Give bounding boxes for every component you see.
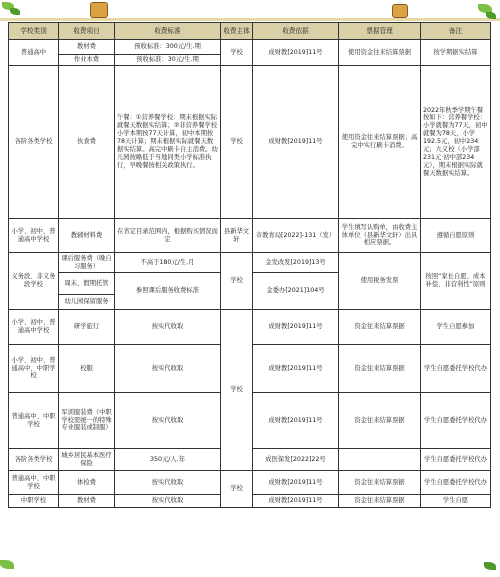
- header-cell: 收费依据: [253, 23, 339, 40]
- cell-standard: 不高于180元/生.月: [115, 253, 221, 273]
- cell-item: 周末、假期托管: [59, 273, 115, 295]
- cell-item: 教辅材料费: [59, 219, 115, 253]
- fee-table: [8, 22, 491, 508]
- cell-item: 教材费: [59, 495, 115, 508]
- cell-category: 中职学校: [9, 495, 59, 508]
- cell-category: 义务段、非义务段学校: [9, 253, 59, 310]
- cell-note: 按照“家长自愿、成本补偿、非营利性”原则: [421, 253, 491, 310]
- cell-body: 学校: [221, 471, 253, 508]
- cell-item: 教材费: [59, 40, 115, 55]
- header-cell: 收费项目: [59, 23, 115, 40]
- cell-body: 县新华文轩: [221, 219, 253, 253]
- cell-note: 遵循自愿原则: [421, 219, 491, 253]
- top-decor-bar: [0, 18, 500, 21]
- cell-ticket: 资金往来结算票据: [339, 345, 421, 393]
- cell-category: 各阶各类学校: [9, 66, 59, 219]
- cell-ticket: 学生填写认购单，由收费主体单位（县新华文轩）出具相应票据。: [339, 219, 421, 253]
- table-row: [9, 253, 491, 273]
- cell-basis: 金发改发[2019]13号: [253, 253, 339, 273]
- cell-item: 体检费: [59, 471, 115, 495]
- cell-item: 研学旅行: [59, 310, 115, 345]
- cell-category: 小学、初中、普通高中学校: [9, 219, 59, 253]
- cell-item: 作业本费: [59, 55, 115, 66]
- header-cell: 备注: [421, 23, 491, 40]
- leaf-icon: [486, 12, 496, 19]
- cell-note: 2022年秋季学期午餐按如下：营养餐学校：小学就餐为77天，初中就餐为78天，小学192.5元，初中234元；九义校（小学部231元·初中部234元），期末根据实际就餐天数据实结算。: [421, 66, 491, 219]
- cell-basis: 成财教[2019]11号: [253, 40, 339, 66]
- cell-note: 按学期据实结算: [421, 40, 491, 66]
- table-row: [9, 66, 491, 219]
- cell-standard: 按实代收取: [115, 345, 221, 393]
- cell-standard: 按实代收取: [115, 471, 221, 495]
- cell-ticket: 资金往来结算票据: [339, 471, 421, 495]
- cell-standard: 在省定目录范围内，根据购买情况而定: [115, 219, 221, 253]
- table-row: [9, 471, 491, 495]
- cell-note: 学生自愿委托学校代办: [421, 471, 491, 495]
- cell-note: 学生自愿委托学校代办: [421, 449, 491, 471]
- cell-category: 小学、初中、普通高中、中职学校: [9, 345, 59, 393]
- cell-category: 普通高中、中职学校: [9, 471, 59, 495]
- cell-basis: 成财教[2019]11号: [253, 66, 339, 219]
- cell-basis: 市教育局[2022]-131（发）: [253, 219, 339, 253]
- cell-note: 学生自愿委托学校代办: [421, 345, 491, 393]
- cell-note: 学生自愿: [421, 495, 491, 508]
- cell-ticket: 资金往来结算票据: [339, 495, 421, 508]
- cell-body: 学校: [221, 310, 253, 471]
- cell-standard: 预收标准：30元/生.期: [115, 55, 221, 66]
- leaf-icon: [10, 8, 20, 15]
- cell-standard: 参照课后服务收费标准: [115, 273, 221, 310]
- cell-category: 普通高中、中职学校: [9, 393, 59, 449]
- cell-item: 伙食费: [59, 66, 115, 219]
- cell-basis: 成财教[2019]11号: [253, 310, 339, 345]
- table-header-row: [9, 23, 491, 40]
- leaf-icon: [0, 560, 14, 569]
- cell-basis: 成财教[2019]11号: [253, 471, 339, 495]
- cell-ticket: 资金往来结算票据: [339, 393, 421, 449]
- cell-item: 军训服装费（中职学校需统一的特殊专业服装或制服）: [59, 393, 115, 449]
- cell-note: 学生自愿委托学校代办: [421, 393, 491, 449]
- table-row: [9, 219, 491, 253]
- cell-item: 城乡居民基本医疗保险: [59, 449, 115, 471]
- header-cell: 收费主体: [221, 23, 253, 40]
- cell-basis: 金委办[2021]104号: [253, 273, 339, 310]
- cell-ticket: 资金往来结算票据: [339, 310, 421, 345]
- cell-standard: 按实代收取: [115, 393, 221, 449]
- cell-ticket: 使用资金往来结算票据；高完中实行刷卡消费。: [339, 66, 421, 219]
- cell-basis: 成财教[2019]11号: [253, 345, 339, 393]
- cell-ticket: 使用税务发票: [339, 253, 421, 310]
- sign-board-icon: [392, 4, 408, 18]
- cell-body: 学校: [221, 66, 253, 219]
- cell-standard: 350元/人.年: [115, 449, 221, 471]
- cell-ticket: [339, 449, 421, 471]
- cell-item: 幼儿园保留服务: [59, 295, 115, 310]
- cell-category: 各阶各类学校: [9, 449, 59, 471]
- cell-note: 学生自愿参加: [421, 310, 491, 345]
- cell-basis: 成财教[2019]11号: [253, 495, 339, 508]
- cell-ticket: 使用资金往来结算票据: [339, 40, 421, 66]
- cell-item: 课后服务费（晚自习服务）: [59, 253, 115, 273]
- cell-category: 小学、初中、普通高中学校: [9, 310, 59, 345]
- cell-body: 学校: [221, 253, 253, 310]
- cell-standard: 预收标准：300元/生.期: [115, 40, 221, 55]
- table-row: [9, 310, 491, 345]
- cell-category: 普通高中: [9, 40, 59, 66]
- cell-standard: 午餐：①营养餐学校：期末根据实际就餐天数据实结算；②非营养餐学校小学本期按77天计算，初中本期按78天计算；期末根据实际就餐天数据实结算。高完中刷卡自主消费。幼儿园按略低于当地同类小学标准执行，早晚餐按相关政策执行。: [115, 66, 221, 219]
- header-cell: 票据管理: [339, 23, 421, 40]
- header-cell: 学校类别: [9, 23, 59, 40]
- cell-basis: 成财教[2019]11号: [253, 393, 339, 449]
- cell-standard: 按实代收取: [115, 310, 221, 345]
- cell-standard: 按实代收取: [115, 495, 221, 508]
- cell-basis: 成医保发[2022]22号: [253, 449, 339, 471]
- cell-item: 校服: [59, 345, 115, 393]
- table-row: [9, 40, 491, 55]
- header-cell: 收费标准: [115, 23, 221, 40]
- fee-table-container: [8, 22, 490, 508]
- leaf-icon: [484, 562, 496, 570]
- cell-body: 学校: [221, 40, 253, 66]
- sign-board-icon: [90, 2, 108, 18]
